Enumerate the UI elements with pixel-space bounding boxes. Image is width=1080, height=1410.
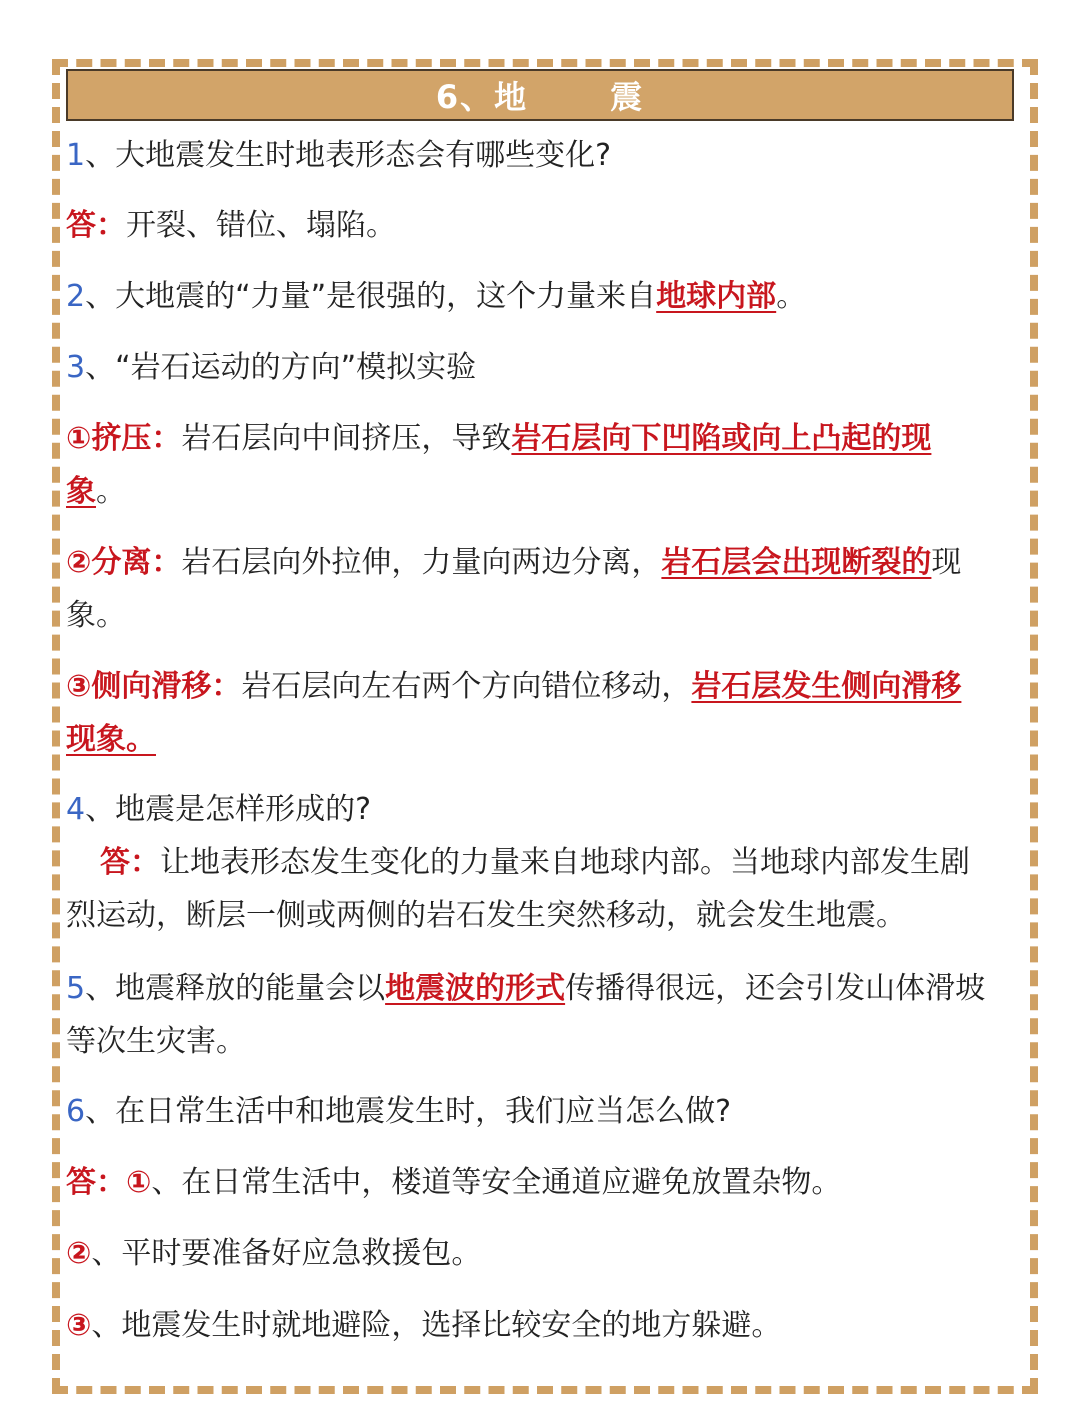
question-6 [66, 1086, 1016, 1138]
question-text: 、地震是怎样形成的? [85, 792, 372, 827]
point-number: 3 [66, 350, 86, 385]
squeeze-highlight-cont: 象 [66, 474, 96, 509]
answer-text-cont: 烈运动，断层一侧或两侧的岩石发生突然移动，就会发生地震。 [66, 898, 906, 933]
experiment-separation-line2 [66, 590, 1016, 642]
point-3 [66, 342, 1016, 394]
separation-text: 岩石层向外拉伸，力量向两边分离， [181, 545, 662, 580]
separation-label: ②分离： [66, 545, 182, 580]
point-number: 2 [66, 279, 86, 314]
point-text: 、地震释放的能量会以 [85, 971, 386, 1006]
point-text: 、“岩石运动的方向”模拟实验 [85, 350, 477, 385]
squeeze-text: 岩石层向中间挤压，导致 [181, 421, 512, 456]
item-marker: ③ [66, 1308, 92, 1343]
item-text: 、在日常生活中，楼道等安全通道应避免放置杂物。 [151, 1165, 842, 1200]
item-text: 、地震发生时就地避险，选择比较安全的地方躲避。 [91, 1308, 782, 1343]
question-number: 6 [66, 1094, 86, 1129]
item-marker: ① [126, 1165, 152, 1200]
slide-text: 岩石层向左右两个方向错位移动， [241, 669, 692, 704]
separation-end: 现 [931, 545, 962, 580]
answer-text: 开裂、错位、塌陷。 [126, 208, 396, 243]
experiment-slide-line2 [66, 714, 1016, 766]
experiment-squeeze [66, 413, 1016, 465]
point-5-line2 [66, 1016, 1016, 1068]
slide-highlight: 岩石层发生侧向滑移 [691, 669, 962, 704]
squeeze-label: ①挤压： [66, 421, 182, 456]
answer-4 [66, 837, 1050, 889]
slide-label: ③侧向滑移： [66, 669, 242, 704]
title-left: 6、地 [435, 78, 529, 116]
squeeze-end: 。 [96, 474, 126, 509]
squeeze-highlight: 岩石层向下凹陷或向上凸起的现 [511, 421, 932, 456]
experiment-squeeze-line2 [66, 466, 1016, 518]
title-banner [66, 69, 1014, 121]
separation-end-cont: 象。 [66, 598, 126, 633]
answer-label: 答： [66, 1165, 126, 1200]
point-end: 。 [776, 279, 807, 314]
experiment-slide [66, 661, 1016, 713]
answer-1 [66, 200, 1016, 252]
answer-4-line2 [66, 890, 1016, 942]
point-5 [66, 963, 1016, 1015]
answer-label: 答： [100, 845, 160, 880]
answer-text: 让地表形态发生变化的力量来自地球内部。当地球内部发生剧 [160, 845, 970, 880]
slide-highlight-cont: 现象。 [66, 722, 156, 757]
question-number: 4 [66, 792, 86, 827]
point-rest: 传播得很远，还会引发山体滑坡 [565, 971, 986, 1006]
item-marker: ② [66, 1236, 92, 1271]
item-text: 、平时要准备好应急救援包。 [91, 1236, 482, 1271]
experiment-separation [66, 537, 1016, 589]
highlight-text: 地球内部 [656, 279, 777, 314]
answer-6-item-1 [66, 1157, 1016, 1209]
point-number: 5 [66, 971, 86, 1006]
answer-label: 答： [66, 208, 126, 243]
answer-6-item-2 [66, 1228, 1016, 1280]
question-number: 1 [66, 138, 86, 173]
point-2 [66, 271, 1016, 323]
question-text: 、在日常生活中和地震发生时，我们应当怎么做? [85, 1094, 732, 1129]
point-text-cont: 等次生灾害。 [66, 1024, 246, 1059]
question-text: 、大地震发生时地表形态会有哪些变化? [85, 138, 612, 173]
answer-6-item-3 [66, 1300, 1016, 1352]
question-4 [66, 784, 1016, 836]
question-1 [66, 130, 1016, 182]
separation-highlight: 岩石层会出现断裂的 [661, 545, 932, 580]
point-text: 、大地震的“力量”是很强的，这个力量来自 [85, 279, 657, 314]
highlight-text: 地震波的形式 [385, 971, 566, 1006]
title-right: 震 [610, 78, 645, 116]
